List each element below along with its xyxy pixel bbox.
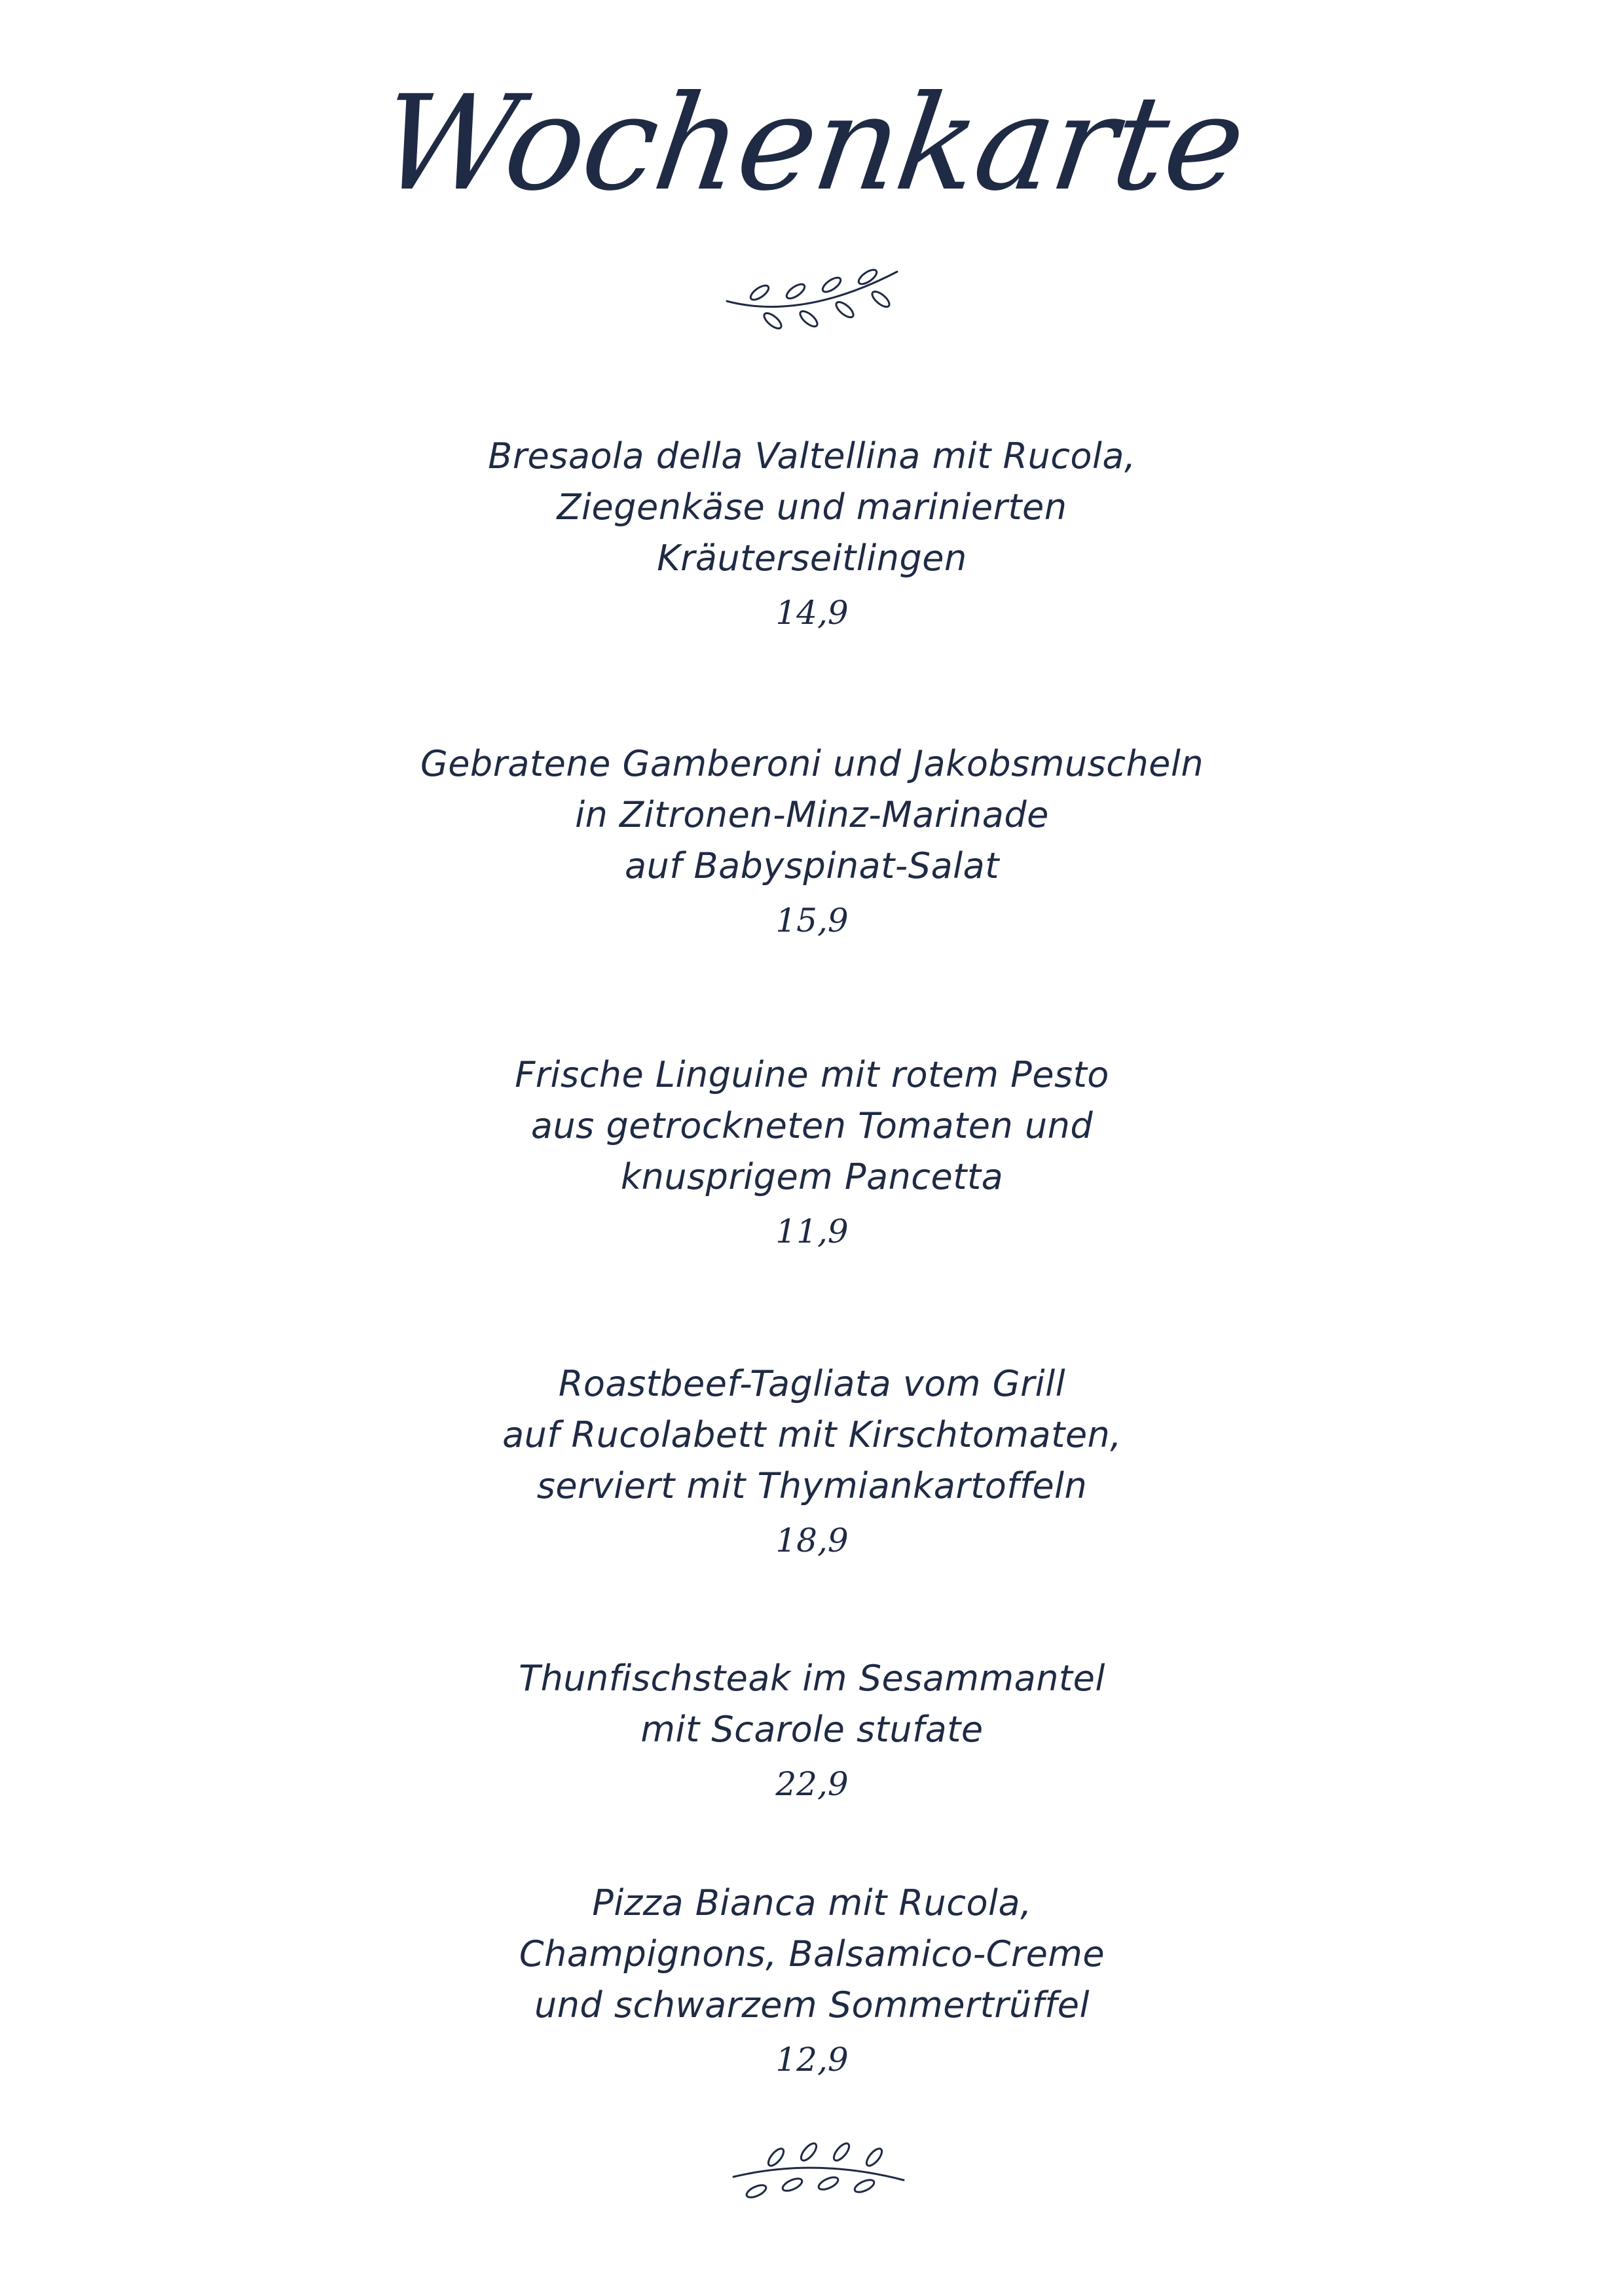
dish-description-line: Roastbeef-Tagliata vom Grill (558, 1363, 1066, 1404)
dish-price: 12,9 (775, 2041, 849, 2079)
dish-item (0, 1878, 1624, 2086)
dish-price: 22,9 (775, 1765, 849, 1803)
dish-description-line: Ziegenkäse und marinierten (557, 486, 1067, 528)
dish-description-line: serviert mit Thymiankartoffeln (536, 1465, 1088, 1506)
dish-description-line: Kräuterseitlingen (657, 538, 967, 579)
dish-description-line: Thunfischsteak im Sesammantel (519, 1658, 1105, 1699)
dish-item (0, 1049, 1624, 1258)
dish-description-line: auf Babyspinat-Salat (625, 845, 999, 886)
dish-price: 18,9 (775, 1522, 849, 1559)
dish-price: 14,9 (775, 594, 849, 632)
dish-item (0, 1653, 1624, 1810)
dish-item (0, 738, 1624, 947)
dish-description-line: in Zitronen-Minz-Marinade (575, 794, 1049, 835)
dish-price: 15,9 (775, 902, 849, 939)
dish-description-line: knusprigem Pancetta (620, 1156, 1004, 1197)
dish-description-line: und schwarzem Sommertrüffel (534, 1984, 1090, 2026)
dish-price: 11,9 (775, 1212, 849, 1250)
dish-description-line: Frische Linguine mit rotem Pesto (515, 1054, 1109, 1095)
dish-description-line: aus getrockneten Tomaten und (530, 1105, 1094, 1146)
dish-item (0, 431, 1624, 639)
dish-description-line: Champignons, Balsamico-Creme (519, 1933, 1105, 1975)
dish-description-line: Gebratene Gamberoni und Jakobsmuscheln (420, 743, 1204, 784)
leaf-sprig-icon (730, 2131, 907, 2210)
dish-description-line: Bresaola della Valtellina mit Rucola, (488, 435, 1136, 477)
dish-item (0, 1358, 1624, 1567)
dish-description-line: mit Scarole stufate (640, 1709, 984, 1750)
leaf-sprig-icon (724, 265, 900, 344)
dish-description-line: auf Rucolabett mit Kirschtomaten, (502, 1414, 1122, 1455)
page-title: Wochenkarte (371, 67, 1253, 220)
dish-description-line: Pizza Bianca mit Rucola, (592, 1882, 1032, 1923)
